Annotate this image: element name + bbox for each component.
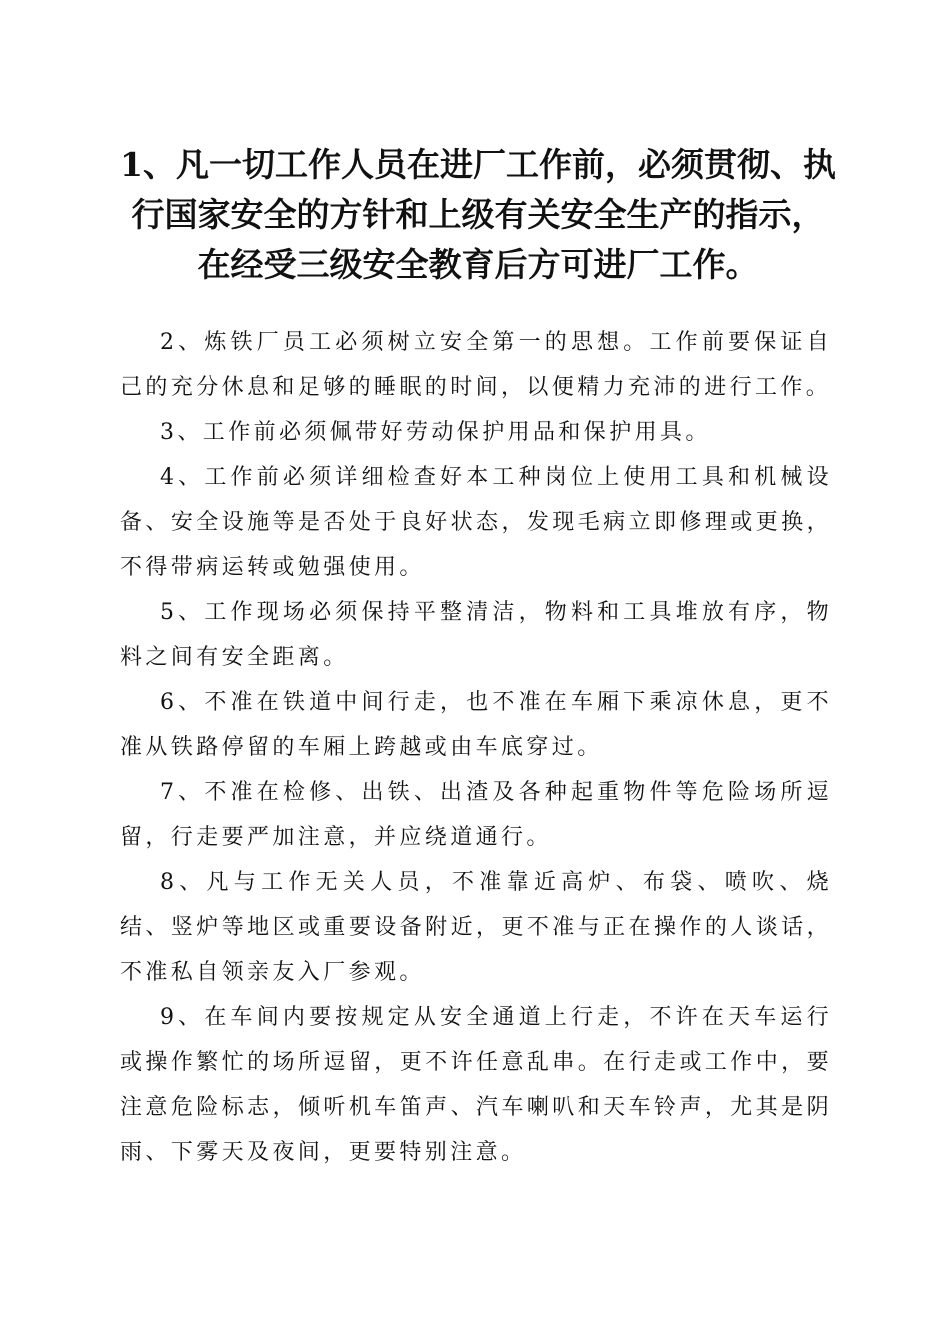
rule-paragraph-2: 2、炼铁厂员工必须树立安全第一的思想。工作前要保证自己的充分休息和足够的睡眠的时间，以便精力充沛的进行工作。 [120,330,832,400]
rule-paragraph-8: 8、凡与工作无关人员，不准靠近高炉、布袋、喷吹、烧结、竖炉等地区或重要设备附近，更不准与正在操作的人谈话，不准私自领亲友入厂参观。 [120,870,832,985]
rule-paragraph-4: 4、工作前必须详细检查好本工种岗位上使用工具和机械设备、安全设施等是否处于良好状态，发现毛病立即修理或更换，不得带病运转或勉强使用。 [120,465,832,580]
document-body [120,320,832,1175]
rule-paragraph-9: 9、在车间内要按规定从安全通道上行走，不许在天车运行或操作繁忙的场所逗留，更不许任意乱串。在行走或工作中，要注意危险标志，倾听机车笛声、汽车喇叭和天车铃声，尤其是阴雨、下雾天及夜间，更要特别注意。 [120,1005,832,1165]
rule-paragraph-7: 7、不准在检修、出铁、出渣及各种起重物件等危险场所逗留，行走要严加注意，并应绕道通行。 [120,780,832,850]
rule-paragraph-3: 3、工作前必须佩带好劳动保护用品和保护用具。 [160,420,711,445]
rule-paragraph-5: 5、工作现场必须保持平整清洁，物料和工具堆放有序，物料之间有安全距离。 [120,600,832,670]
document-heading: 1、凡一切工作人员在进厂工作前，必须贯彻、执行国家安全的方针和上级有关安全生产的指示，在经受三级安全教育后方可进厂工作。 [120,145,836,284]
rule-paragraph-6: 6、不准在铁道中间行走，也不准在车厢下乘凉休息，更不准从铁路停留的车厢上跨越或由车底穿过。 [120,690,832,760]
